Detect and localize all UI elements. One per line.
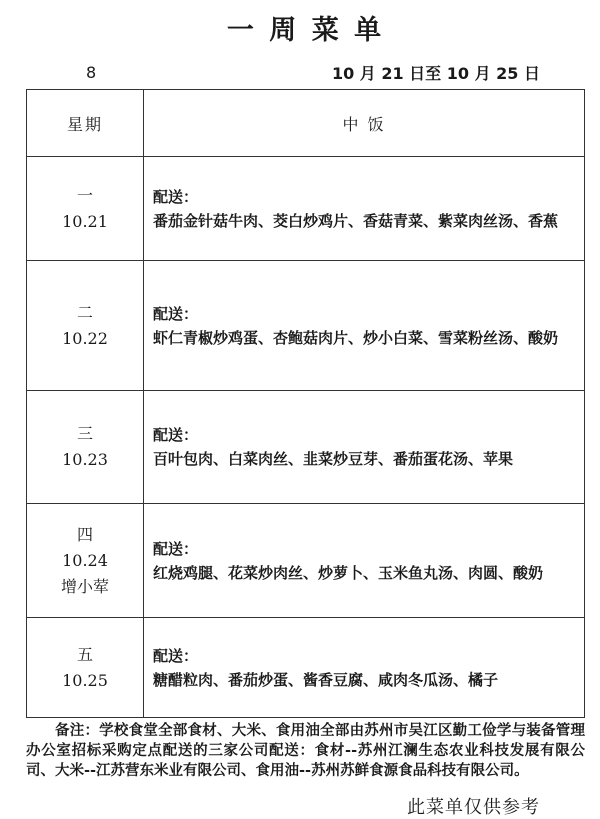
delivery-label: 配送： — [153, 539, 199, 558]
dish-list: 糖醋粒肉、番茄炒蛋、酱香豆腐、咸肉冬瓜汤、橘子 — [153, 670, 499, 689]
day-date: 10.24 — [62, 550, 108, 570]
day-label: 二 — [76, 302, 93, 322]
table-header-row — [27, 90, 585, 157]
footer-note: 备注：学校食堂全部食材、大米、食用油全部由苏州市吴江区勤工俭学与装备管理办公室招标采购定点配送的三家公司配送：食材--苏州江澜生态农业科技发展有限公司、大米--江苏营东米业有限公司、食用油--苏州苏鲜食源食品科技有限公司。 — [26, 723, 585, 779]
page-title: 一 周 菜 单 — [226, 15, 385, 46]
day-label: 三 — [76, 424, 93, 443]
day-date: 10.21 — [62, 211, 108, 231]
delivery-label: 配送： — [153, 426, 199, 444]
delivery-label: 配送： — [153, 646, 199, 665]
day-label: 四 — [76, 524, 93, 544]
lunch-cell — [144, 157, 585, 261]
lunch-cell — [144, 261, 585, 391]
date-range: 10 月 21 日至 10 月 25 日 — [331, 64, 540, 83]
day-cell — [27, 618, 144, 718]
dish-list: 虾仁青椒炒鸡蛋、杏鲍菇肉片、炒小白菜、雪菜粉丝汤、酸奶 — [153, 328, 559, 347]
day-cell — [27, 157, 144, 261]
delivery-label: 配送： — [153, 187, 199, 206]
dish-list: 番茄金针菇牛肉、茭白炒鸡片、香菇青菜、紫菜肉丝汤、香蕉 — [153, 211, 559, 230]
menu-table — [26, 89, 585, 718]
lunch-cell — [144, 504, 585, 618]
day-label: 一 — [76, 185, 93, 205]
column-header-lunch: 中 饭 — [144, 90, 585, 157]
reference-note: 此菜单仅供参考 — [407, 797, 540, 818]
dish-list: 百叶包肉、白菜肉丝、韭菜炒豆芽、番茄蛋花汤、苹果 — [153, 450, 514, 468]
lunch-cell — [144, 618, 585, 718]
subheader — [26, 59, 585, 89]
day-extra: 增小荤 — [60, 576, 109, 596]
day-date: 10.22 — [62, 328, 108, 348]
table-row-friday — [27, 618, 585, 718]
day-cell — [27, 391, 144, 504]
day-cell — [27, 261, 144, 391]
day-date: 10.25 — [62, 670, 108, 690]
table-row-wednesday — [27, 391, 585, 504]
table-row-tuesday — [27, 261, 585, 391]
table-row-thursday — [27, 504, 585, 618]
delivery-label: 配送： — [153, 304, 199, 323]
day-cell — [27, 504, 144, 618]
lunch-cell — [144, 391, 585, 504]
page-number: 8 — [86, 63, 97, 82]
dish-list: 红烧鸡腿、花菜炒肉丝、炒萝卜、玉米鱼丸汤、肉圆、酸奶 — [153, 563, 544, 582]
day-label: 五 — [76, 644, 93, 664]
day-date: 10.23 — [62, 450, 108, 469]
table-row-monday — [27, 157, 585, 261]
column-header-day: 星期 — [27, 90, 144, 157]
